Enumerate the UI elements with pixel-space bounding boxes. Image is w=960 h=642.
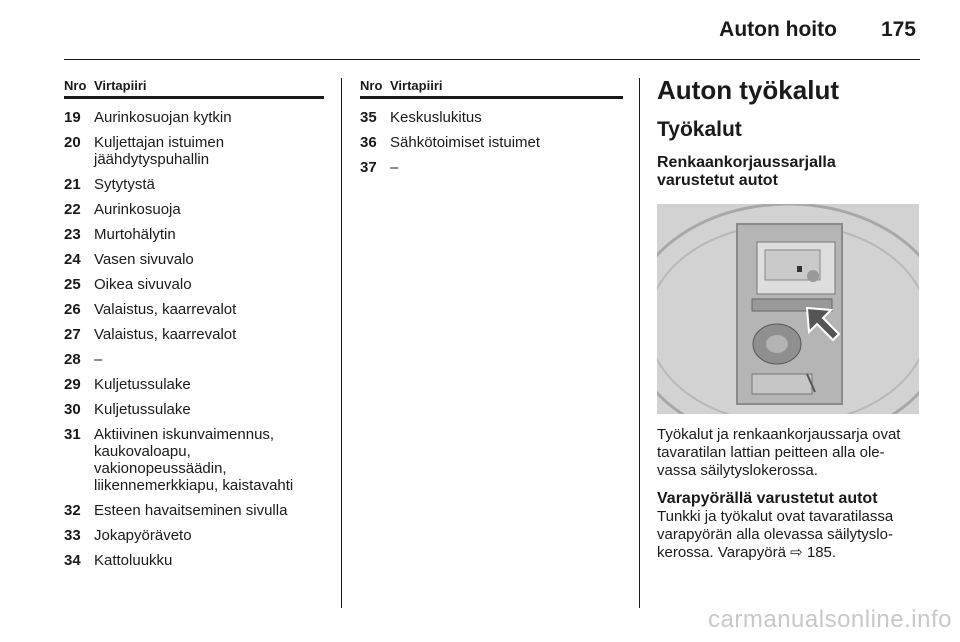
section-title: Auton työkalut [657,75,839,105]
trunk-storage-photo [657,204,919,414]
fuse-number: 31 [64,426,81,443]
page-header [719,18,916,42]
header-circuit: Virtapiiri [390,78,443,93]
circuit-name: Keskuslukitus [390,109,482,126]
fuse-number: 36 [360,134,377,151]
table-row [64,134,324,168]
circuit-name: – [390,159,399,176]
tools-section [657,76,922,562]
fuse-number: 24 [64,251,81,268]
fuse-number: 22 [64,201,81,218]
table-row [64,226,324,243]
table-row [360,109,623,126]
table-header [64,78,324,99]
repair-kit-text: Työkalut ja renkaankorjaussarja ovat tavaratilan lattian peitteen alla ole- vassa säilytyslokerossa. [657,426,901,479]
fuse-number: 26 [64,301,81,318]
circuit-name: Oikea sivuvalo [94,276,192,293]
fuse-number: 19 [64,109,81,126]
page-number: 175 [880,18,916,41]
circuit-name: Sytytystä [94,176,155,193]
fuse-number: 32 [64,502,81,519]
table-header [360,78,623,99]
fuse-number: 20 [64,134,81,151]
trunk-storage-illustration [657,204,919,414]
fuse-number: 23 [64,226,81,243]
circuit-name: Valaistus, kaarrevalot [94,301,237,318]
fuse-number: 34 [64,552,81,569]
fuse-table-left [64,78,324,569]
table-row [64,376,324,393]
fuse-number: 35 [360,109,377,126]
circuit-name: Aurinkosuoja [94,201,181,218]
table-row [64,527,324,544]
circuit-name: Valaistus, kaarrevalot [94,326,237,343]
table-row [360,159,623,176]
column-divider [639,78,640,608]
circuit-name: Kuljetussulake [94,376,191,393]
fuse-number: 37 [360,159,377,176]
circuit-name: Aktiivinen iskunvaimennus, kaukovaloapu, vakionopeussäädin, liikennemerkkiapu, kaistavahti [94,426,294,494]
circuit-name: Kuljettajan istuimen jäähdytyspuhallin [94,134,225,168]
chapter-title: Auton hoito [719,18,837,41]
circuit-name: Esteen havaitseminen sivulla [94,502,288,519]
header-circuit: Virtapiiri [94,78,147,93]
table-row [64,109,324,126]
circuit-name: Sähkötoimiset istuimet [390,134,541,151]
fuse-number: 30 [64,401,81,418]
spare-wheel-heading: Varapyörällä varustetut autot [657,490,878,507]
table-row [64,326,324,343]
table-row [64,552,324,569]
fuse-number: 29 [64,376,81,393]
circuit-name: – [94,351,103,368]
table-row [360,134,623,151]
fuse-number: 33 [64,527,81,544]
table-row [64,426,324,494]
circuit-name: Murtohälytin [94,226,176,243]
header-rule [64,59,920,60]
table-row [64,251,324,268]
fuse-table-mid [360,78,623,176]
circuit-name: Jokapyöräveto [94,527,192,544]
header-nro: Nro [64,78,87,93]
circuit-name: Vasen sivuvalo [94,251,194,268]
table-row [64,301,324,318]
table-row [64,176,324,193]
spare-wheel-text: Tunkki ja työkalut ovat tavaratilassa varapyörän alla olevassa säilytyslo- kerossa. Varapyörä ⇨ 185. [657,508,894,561]
fuse-number: 28 [64,351,81,368]
table-row [64,502,324,519]
repair-kit-heading: Renkaankorjaussarjalla varustetut autot [657,154,836,189]
table-row [64,201,324,218]
fuse-number: 27 [64,326,81,343]
watermark: carmanualsonline.info [708,606,952,633]
circuit-name: Aurinkosuojan kytkin [94,109,232,126]
circuit-name: Kuljetussulake [94,401,191,418]
fuse-number: 25 [64,276,81,293]
table-row [64,276,324,293]
circuit-name: Kattoluukku [94,552,173,569]
table-row [64,351,324,368]
fuse-number: 21 [64,176,81,193]
header-nro: Nro [360,78,383,93]
table-row [64,401,324,418]
section-subtitle: Työkalut [657,118,742,141]
column-divider [341,78,342,608]
